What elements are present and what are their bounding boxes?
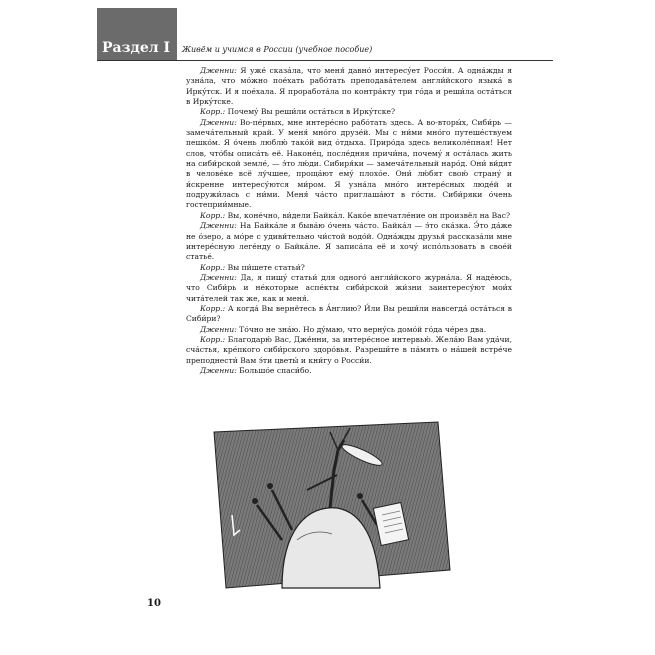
speaker-label: Дженни: — [200, 221, 237, 231]
paragraph-text: Вы, конéчно, ви́дели Байкáл. Какóе впечатлéние он произвёл на Вас? — [225, 210, 511, 220]
speaker-label: Дженни: — [200, 117, 237, 127]
paragraph-text: Вы пи́шете статьи́? — [225, 262, 305, 272]
paragraph-text: Благодарю́ Вас, Дже́нни, за интерéсное интервью́. Желáю Вам удáчи, счáстья, крéпкого сиби́рского здорóвья. Разреши́те в пáмять о нáшей встрéче преподнести́ Вам э́ти цветы́ и кни́гу о Росси́и. — [186, 334, 512, 365]
speaker-label: Корр.: — [200, 107, 226, 117]
dialogue-text — [186, 66, 512, 376]
paragraph — [186, 118, 512, 211]
speaker-label: Корр.: — [200, 262, 226, 272]
paragraph-text: Я ужé сказáла, что меня́ давнó интересýет Росси́я. А однáжды я узнáла, что мóжно поéхать рабóтать преподавáтелем англи́йского языкá в Иркýтск. И я поéхала. Я проработáла по контрáкту три гóда и реши́ла остáться в Иркýтске. — [186, 66, 512, 107]
paragraph — [186, 366, 512, 376]
speaker-label: Корр.: — [200, 303, 226, 313]
speaker-label: Дженни: — [200, 365, 237, 375]
speaker-label: Корр.: — [200, 210, 226, 220]
paragraph-text: Да, я пишý статьи́ для одногó англи́йского журнáла. Я надéюсь, что Сиби́рь и нéкоторые аспéкты сиби́рской жи́зни заинтересу́ют мои́х читáтелей так же, как и меня́. — [186, 272, 512, 303]
speaker-label: Дженни: — [200, 66, 237, 75]
paragraph — [186, 221, 512, 262]
paragraph — [186, 335, 512, 366]
section-label: Раздел I — [102, 40, 171, 56]
paragraph-text: Тóчно не знáю. Но дýмаю, что вернýсь домóй гóда чéрез два. — [236, 324, 487, 334]
paragraph — [186, 325, 512, 335]
paragraph — [186, 273, 512, 304]
paragraph — [186, 263, 512, 273]
paragraph — [186, 304, 512, 325]
illustration — [212, 420, 452, 590]
running-header-title: Живём и учимся в России (учебное пособие) — [182, 45, 373, 54]
paragraph — [186, 66, 512, 107]
paragraph-text: Почемý Вы реши́ли остáться в Иркýтске? — [225, 107, 396, 117]
paragraph-text: А когдá Вы вернётесь в А́нглию? И́ли Вы реши́ли навсегдá остáться в Сиби́ри? — [186, 303, 512, 324]
speaker-label: Дженни: — [200, 324, 237, 334]
page-number: 10 — [147, 598, 161, 609]
speaker-label: Корр.: — [200, 334, 226, 344]
paragraph — [186, 107, 512, 117]
header-rule — [97, 60, 553, 61]
speaker-label: Дженни: — [200, 272, 237, 282]
paragraph — [186, 211, 512, 221]
paragraph-text: На Байкáле я бывáю óчень чáсто. Байкáл — э́то скáзка. Э́то дáже не óзеро, а мóре с удиви́тельно чи́стой водóй. Однáжды друзья́ рассказáли мне интерéсную легéнду о Байкáле. Я записáла её и хочý испóльзовать в своéй статьé. — [186, 221, 512, 262]
paragraph-text: Во-пéрвых, мне интерéсно рабóтать здесь. А во-вторы́х, Сиби́рь — замечáтельный край. У меня́ мнóго друзéй. Мы с ни́ми мнóго путешéствуем пешкóм. Я óчень люблю́ такóй вид óтдыха. Прирóда здесь великолéпная! Нет слов, чтóбы описáть её. Наконéц, послéдняя причи́на, почемý я остáлась жить на сиби́рской землé, — э́то лю́ди. Сибиря́ки — замечáтельный нарóд. Они́ ви́дят в человéке всё лу́чшее, прощáют емý плохóе. Они́ лю́бят свою́ странý и и́скренне интересу́ются ми́ром. Я узнáла мнóго интерéсных люде́й и подружи́лась с ни́ми. Меня́ чáсто приглашáют в гóсти. Сиби́ряки óчень гостеприи́мные. — [186, 117, 512, 210]
paragraph-text: Большóе спаси́бо. — [236, 365, 312, 375]
